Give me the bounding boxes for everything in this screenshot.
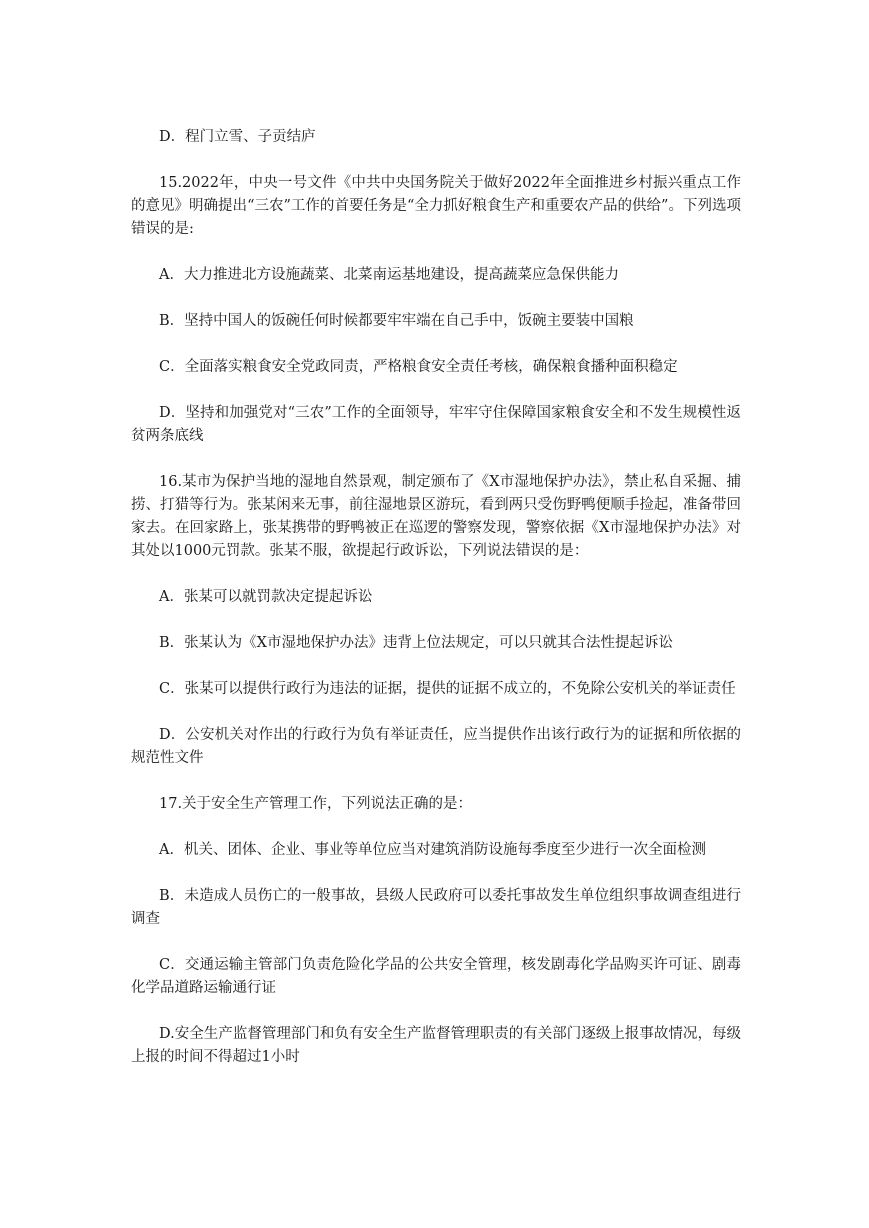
option-c-q15: C．全面落实粮食安全党政同责，严格粮食安全责任考核，确保粮食播种面积稳定	[159, 359, 678, 375]
question-15-stem: 15.2022年，中央一号文件《中共中央国务院关于做好2022年全面推进乡村振兴重点工作的意见》明确提出“三农”工作的首要任务是“全力抓好粮食生产和重要农产品的供给”。下列选项错误的是:	[131, 175, 741, 237]
option-d-q15: D．坚持和加强党对“三农”工作的全面领导，牢牢守住保障国家粮食安全和不发生规模性返贫两条底线	[131, 405, 741, 444]
option-b-q17: B．未造成人员伤亡的一般事故，县级人民政府可以委托事故发生单位组织事故调查组进行调查	[131, 888, 741, 927]
option-b-q15: B．坚持中国人的饭碗任何时候都要牢牢端在自己手中，饭碗主要装中国粮	[159, 313, 634, 329]
option-a-q16: A．张某可以就罚款决定提起诉讼	[159, 589, 373, 605]
option-d-q16: D．公安机关对作出的行政行为负有举证责任，应当提供作出该行政行为的证据和所依据的规范性文件	[131, 727, 741, 766]
option-c-q16: C．张某可以提供行政行为违法的证据，提供的证据不成立的，不免除公安机关的举证责任	[159, 681, 736, 697]
question-16-stem: 16.某市为保护当地的湿地自然景观，制定颁布了《X市湿地保护办法》，禁止私自采掘、捕捞、打猎等行为。张某闲来无事，前往湿地景区游玩，看到两只受伤野鸭便顺手捡起，准备带回家去。在回家路上，张某携带的野鸭被正在巡逻的警察发现，警察依据《X市湿地保护办法》对其处以1000元罚款。张某不服，欲提起行政诉讼，下列说法错误的是：	[131, 474, 741, 559]
option-c-q17: C．交通运输主管部门负责危险化学品的公共安全管理，核发剧毒化学品购买许可证、剧毒化学品道路运输通行证	[131, 957, 741, 996]
option-a-q17: A．机关、团体、企业、事业等单位应当对建筑消防设施每季度至少进行一次全面检测	[159, 842, 706, 858]
question-17-stem: 17.关于安全生产管理工作，下列说法正确的是：	[159, 796, 473, 812]
option-b-q16: B．张某认为《X市湿地保护办法》违背上位法规定，可以只就其合法性提起诉讼	[159, 635, 673, 651]
option-d-q17: D.安全生产监督管理部门和负有安全生产监督管理职责的有关部门逐级上报事故情况，每级上报的时间不得超过1小时	[131, 1026, 741, 1065]
option-a-q15: A．大力推进北方设施蔬菜、北菜南运基地建设，提高蔬菜应急保供能力	[159, 267, 619, 283]
document-body	[131, 126, 741, 1092]
option-d-q14: D．程门立雪、子贡结庐	[159, 129, 316, 145]
